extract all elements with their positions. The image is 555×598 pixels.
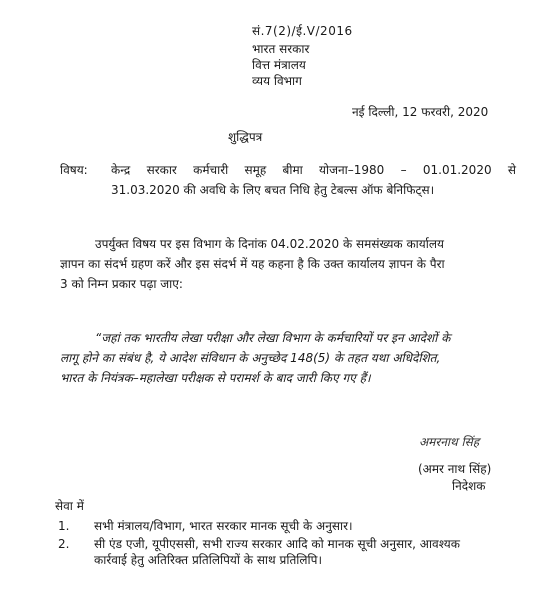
list-item: सभी मंत्रालय/विभाग, भारत सरकार मानक सूची के अनुसार। [94, 519, 353, 533]
signatory-name: (अमर नाथ सिंह) [418, 462, 492, 476]
subject-word: सरकार [146, 163, 177, 177]
subject-label: विषय: [60, 163, 88, 177]
department-name: व्यय विभाग [252, 74, 302, 88]
reference-number: सं.7(2)/ई.V/2016 [252, 24, 353, 38]
quoted-paragraph-line: “जहां तक भारतीय लेखा परीक्षा और लेखा विभाग के कर्मचारियों पर इन आदेशों के [95, 331, 451, 345]
handwritten-signature: अमरनाथ सिंह [419, 435, 480, 449]
government-name: भारत सरकार [252, 42, 310, 56]
list-item-number: 1. [58, 519, 70, 533]
subject-word: योजना–1980 [319, 163, 385, 177]
subject-line-2: 31.03.2020 की अवधि के लिए बचत निधि हेतु टेबल्स ऑफ बेनिफिट्स। [111, 183, 435, 197]
subject-word: से [507, 163, 516, 177]
subject-word: बीमा [282, 163, 303, 177]
signatory-designation: निदेशक [452, 479, 486, 493]
subject-word: समूह [244, 163, 267, 177]
quoted-paragraph-line: भारत के नियंत्रक–महालेखा परीक्षक से परामर्श के बाद जारी किए गए हैं। [60, 371, 371, 385]
body-paragraph-line: 3 को निम्न प्रकार पढ़ा जाए: [60, 277, 183, 291]
body-paragraph-line: ज्ञापन का संदर्भ ग्रहण करें और इस संदर्भ में यह कहना है कि उक्त कार्यालय ज्ञापन के पैरा [60, 257, 445, 271]
subject-line-1 [111, 162, 516, 178]
list-item: कार्रवाई हेतु अतिरिक्त प्रतिलिपियों के साथ प्रतिलिपि। [94, 553, 323, 567]
body-paragraph-line: उपर्युक्त विषय पर इस विभाग के दिनांक 04.02.2020 के समसंख्यक कार्यालय [95, 237, 444, 251]
list-item-number: 2. [58, 537, 70, 551]
quoted-paragraph-line: लागू होने का संबंध है, ये आदेश संविधान के अनुच्छेद 148(5) के तहत यथा अधिदेशित, [60, 351, 441, 365]
ministry-name: वित्त मंत्रालय [252, 58, 306, 72]
subject-word: केन्द्र [111, 163, 131, 177]
distribution-label: सेवा में [55, 499, 84, 513]
subject-word: 01.01.2020 [422, 163, 492, 177]
list-item: सी एंड एजी, यूपीएससी, सभी राज्य सरकार आदि को मानक सूची अनुसार, आवश्यक [94, 537, 460, 551]
date-line: नई दिल्ली, 12 फरवरी, 2020 [352, 105, 489, 119]
subject-word: कर्मचारी [193, 163, 229, 177]
document-title: शुद्धिपत्र [228, 130, 263, 144]
subject-word: – [400, 163, 407, 177]
